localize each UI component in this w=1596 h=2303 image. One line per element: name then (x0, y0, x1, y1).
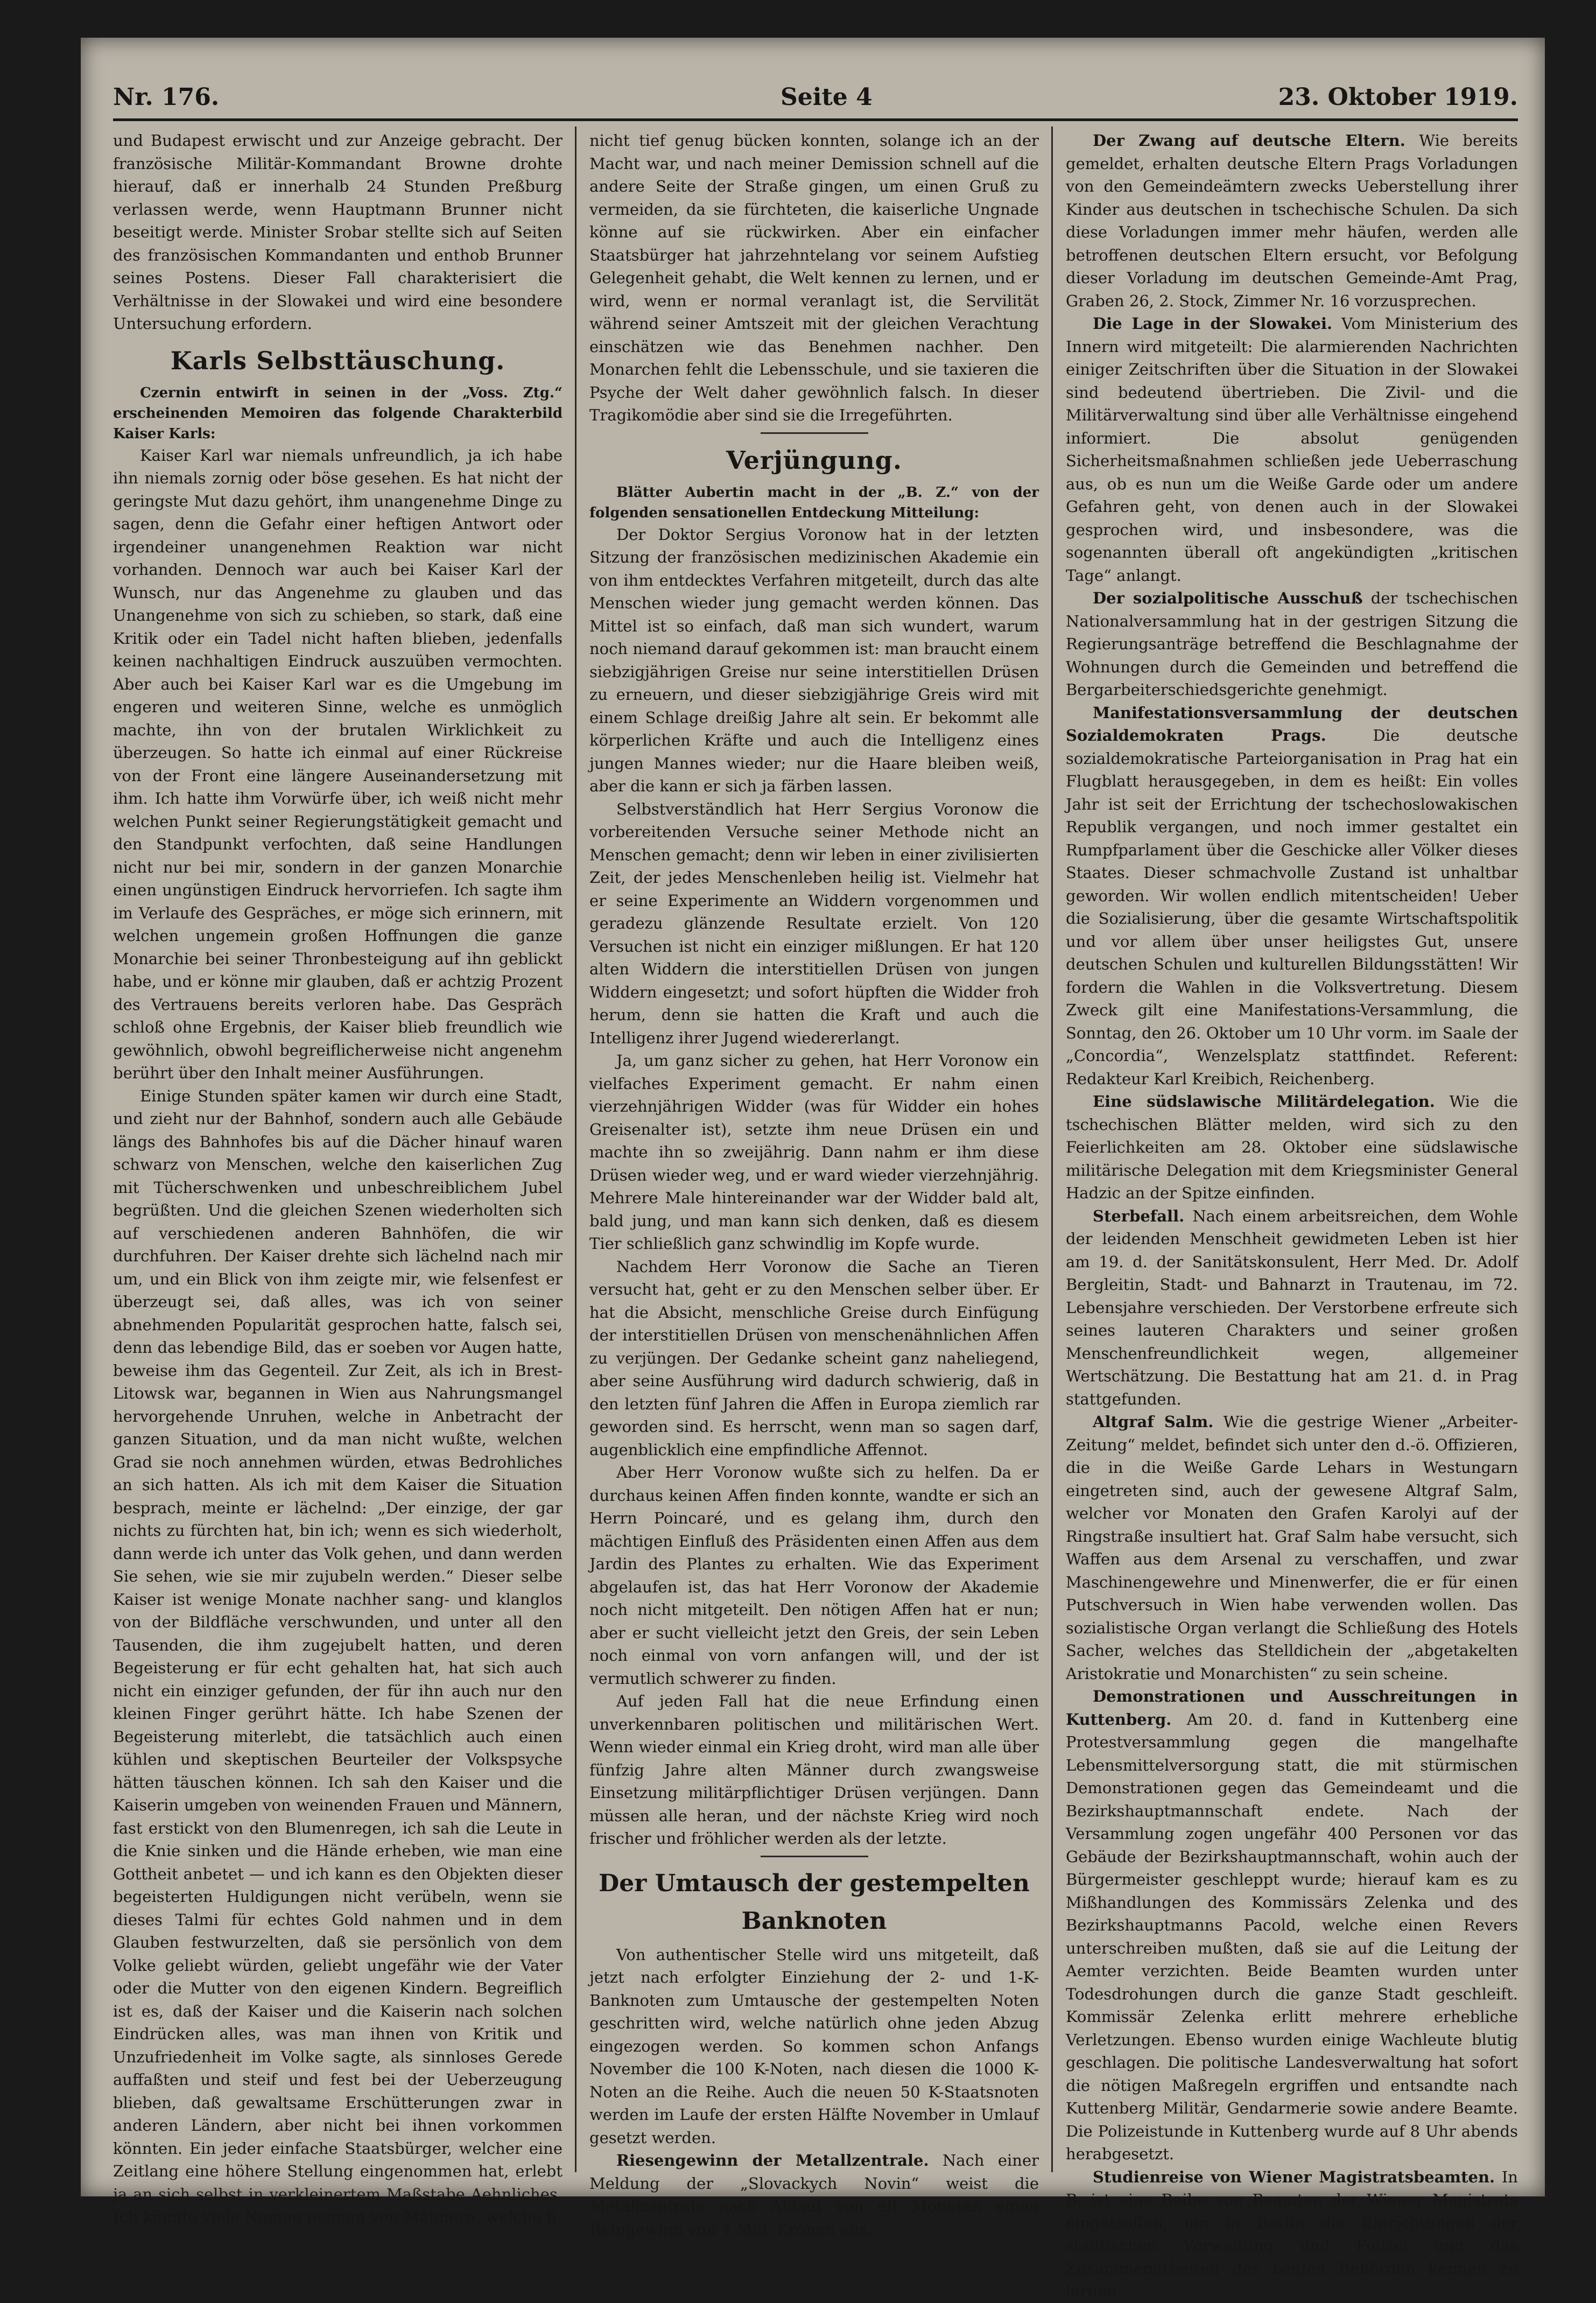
section-rule (761, 1856, 868, 1857)
article-paragraph: Von authentischer Stelle wird uns mitgeteilt, daß jetzt nach erfolgter Einziehung der 2- und 1-K-Banknoten zum Umtausche der gestempelten Noten geschritten wird, welche natürlich ohne jeden Abzug eingezogen werden. So kommen schon Anfangs November die 100 K-Noten, nach diesen die 1000 K-Noten an die Reihe. Auch die neuen 50 K-Staatsnoten werden im Laufe der ersten Hälfte November in Umlauf gesetzt werden. (589, 1945, 1039, 2147)
column-1 (113, 129, 563, 2226)
news-item-text: In B. ist eine Reihe von Beamten der Wiener Magistrats eingetroffen, um in Berlin die Einrichtungen der städtischen Verwaltung und Polizei und das Zusammenarbeiten der beiden Behörden kennen zu lernen. (1066, 2167, 1518, 2300)
article-paragraph: Einige Stunden später kamen wir durch eine Stadt, und zieht nur der Bahnhof, sondern auch alle Gebäude längs des Bahnhofes bis auf die Dächer hinauf waren schwarz von Menschen, welche den kaiserlichen Zug mit Tücherschwenken und unbeschreiblichem Jubel begrüßten. Und die gleichen Szenen wiederholten sich auf verschiedenen anderen Bahnhöfen, die wir durchfuhren. Der Kaiser drehte sich lächelnd nach mir um, und ein Blick von ihm zeigte mir, wie felsenfest er überzeugt sei, daß alles, was ich von seiner abnehmenden Popularität gesprochen hatte, falsch sei, denn das lebendige Bild, das er soeben vor Augen hatte, beweise ihm das Gegenteil. Zur Zeit, als ich in Brest-Litowsk war, begannen in Wien aus Nahrungsmangel hervorgehende Unruhen, welche in Anbetracht der ganzen Situation, und da man nicht wußte, welchen Grad sie noch annehmen würden, etwas Bedrohliches an sich hatten. Als ich mit dem Kaiser die Situation besprach, meinte er lächelnd: „Der einzige, der gar nichts zu fürchten hat, bin ich; wenn es sich wiederholt, dann werde ich unter das Volk gehen, und dann werden Sie sehen, wie sie mir zujubeln werden.“ Dieser selbe Kaiser ist wenige Monate nachher sang- und klanglos von der Bildfläche verschwunden, und unter all den Tausenden, die ihm zugejubelt hatten, und deren Begeisterung er für echt gehalten hat, hat sich auch nicht ein einziger gefunden, der für ihn auch nur den kleinen Finger gerührt hätte. Ich habe Szenen der Begeisterung miterlebt, die tatsächlich auch einen kühlen und skeptischen Beurteiler der Volkspsyche hätten täuschen können. Ich sah den Kaiser und die Kaiserin umgeben von weinenden Frauen und Männern, fast erstickt von den Blumenregen, ich sah die Leute in die Knie sinken und die Hände erheben, wie man eine Gottheit anbetet — und ich kann es den Objekten dieser begeisterten Huldigungen nicht verübeln, wenn sie dieses Talmi für echtes Gold nahmen und in dem Glauben festwurzelten, daß sie persönlich von dem Volke geliebt würden, geliebt ungefähr wie der Vater oder die Mutter von den eigenen Kindern. Begreiflich ist es, daß der Kaiser und die Kaiserin nach solchen Eindrücken alles, was man ihnen von Kritik und Unzufriedenheit im Volke sagte, als sinnloses Gerede auffaßten und steif und fest bei der Ueberzeugung blieben, daß gewaltsame Erschütterungen zwar in anderen Ländern, aber nicht bei ihnen vorkommen könnten. Ein jeder einfache Staatsbürger, welcher eine Zeitlang eine höhere Stellung eingenommen hat, erlebt ja an sich selbst in verkleinertem Maßstabe Aehnliches. Ich könnte viele Namen nennen von Männern, welche fi (113, 1086, 563, 2226)
article-intro: Blätter Aubertin macht in der „B. Z.“ von der folgenden sensationellen Entdeckung Mitteilung: (589, 484, 1039, 521)
article-paragraph: Aber Herr Voronow wußte sich zu helfen. Da er durchaus keinen Affen finden konnte, wandte er sich an Herrn Poincaré, und es gelang ihm, durch den mächtigen Einfluß des Präsidenten einen Affen aus dem Jardin des Plantes zu erhalten. Wie das Experiment abgelaufen ist, das hat Herr Voronow der Akademie noch nicht mitgeteilt. Den nötigen Affen hat er nun; aber er sucht vielleicht jetzt den Greis, der sein Leben noch einmal von vorn anfangen will, und der ist vermutlich schwerer zu finden. (589, 1463, 1039, 1688)
article-paragraph: Der Doktor Sergius Voronow hat in der letzten Sitzung der französischen medizinischen Akademie ein von ihm entdecktes Verfahren mitgeteilt, durch das alte Menschen wieder jung gemacht werden können. Das Mittel ist so einfach, daß man sich wundert, warum noch niemand darauf gekommen ist: man braucht einem siebzigjährigen Greise nur seine interstitiellen Drüsen zu erneuern, und dieser siebzigjährige Greis wird mit einem Schlage dreißig Jahre alt sein. Er bekommt alle körperlichen Kräfte und auch die Intelligenz eines jungen Mannes wieder; nur die Haare bleiben weiß, aber die kann er sich ja färben lassen. (589, 525, 1039, 795)
column-3 (1066, 129, 1518, 2300)
news-item (1066, 587, 1518, 701)
news-item (589, 2149, 1039, 2241)
column-2 (589, 129, 1039, 2238)
news-item-text: Die deutsche sozialdemokratische Parteiorganisation in Prag hat ein Flugblatt herausgegeben, in dem es heißt: Ein volles Jahr ist seit der Errichtung der tschechoslowakischen Republik vergangen, und noch immer gestaltet ein Rumpfparlament über die Geschicke aller Völker dieses Staates. Dieser schmachvolle Zustand ist unhaltbar geworden. Wir wollen endlich mitentscheiden! Ueber die Sozialisierung, über die gesamte Wirtschaftspolitik und vor allem über unser heiligstes Gut, unsere deutschen Schulen und kulturellen Bildungsstätten! Wir fordern die Wahlen in die Volksvertretung. Diesem Zweck gilt eine Manifestations-Versammlung, die Sonntag, den 26. Oktober um 10 Uhr vorm. im Saale der „Concordia“, Wenzelsplatz stattfindet. Referent: Redakteur Karl Kreibich, Reichenberg. (1066, 726, 1518, 1088)
article-intro: Czernin entwirft in seinen in der „Voss. Ztg.“ erscheinenden Memoiren das folgende Charakterbild Kaiser Karls: (113, 384, 563, 442)
news-item (1066, 129, 1518, 312)
header-rule (113, 118, 1518, 121)
news-item-title: Die Lage in der Slowakei. (1093, 314, 1333, 333)
article-paragraph: Nachdem Herr Voronow die Sache an Tieren versucht hat, geht er zu den Menschen selber über. Er hat die Absicht, menschliche Greise durch Einfügung der interstitiellen Drüsen von menschenähnlichen Affen zu verjüngen. Der Gedanke scheint ganz naheliegend, aber seine Ausführung wird dadurch schwierig, daß in den letzten fünf Jahren die Affen in Europa ziemlich rar geworden sind. Es herrscht, wenn man so sagen darf, augenblicklich eine empfindliche Affennot. (589, 1257, 1039, 1459)
article-continuation: nicht tief genug bücken konnten, solange ich an der Macht war, und nach meiner Demission schnell auf die andere Seite der Straße gingen, um einen Gruß zu vermeiden, da sie fürchteten, die kaiserliche Ungnade könne auf sie rückwirken. Aber ein einfacher Staatsbürger hat jahrzehntelang vor seinem Aufstieg Gelegenheit gehabt, die Welt kennen zu lernen, und er wird, wenn er normal veranlagt ist, die Servilität während seiner Amtszeit mit der gleichen Verachtung einschätzen wie das Benehmen nachher. Den Monarchen fehlt die Lebensschule, und sie taxieren die Psyche der Welt daher gewöhnlich falsch. In dieser Tragikomödie aber sind sie die Irregeführten. (589, 131, 1039, 424)
article-paragraph: Ja, um ganz sicher zu gehen, hat Herr Voronow ein vielfaches Experiment gemacht. Er nahm einen vierzehnjährigen Widder (was für Widder ein hohes Greisenalter ist), setzte ihm neue Drüsen ein und machte ihn so zweijährig. Dann nahm er ihm diese Drüsen wieder weg, und er ward wieder vierzehnjährig. Mehrere Male hintereinander war der Widder bald alt, bald jung, und man kann sich denken, daß es diesem Tier schließlich ganz schwindlig im Kopfe wurde. (589, 1051, 1039, 1253)
news-item-title: Sterbefall. (1093, 1206, 1185, 1225)
news-item (1066, 1205, 1518, 1411)
issue-date: 23. Oktober 1919. (1278, 83, 1518, 111)
issue-number: Nr. 176. (113, 83, 220, 111)
newspaper-page (81, 38, 1545, 2300)
news-item-text: der tschechischen Nationalversammlung hat in der gestrigen Sitzung die Regierungsanträge betreffend die Beschlagnahme der Wohnungen durch die Gemeinden und betreffend die Bergarbeiterschiedsgerichte genehmigt. (1066, 589, 1518, 699)
news-item-text: Am 20. d. fand in Kuttenberg eine Protestversammlung gegen die mangelhafte Lebensmittelversorgung statt, die mit stürmischen Demonstrationen gegen das Gemeindeamt und die Bezirkshauptmannschaft endete. Nach der Versammlung zogen ungefähr 400 Personen vor das Gebäude der Bezirkshauptmannschaft, wohin auch der Bürgermeister geschleppt wurde; hierauf kam es zu Mißhandlungen des Kommissärs Zelenka und des Bezirkshauptmanns Pacold, welche einen Revers unterschreiben mußten, daß sie auf die Leitung der Aemter verzichten. Beide Beamten wurden unter Todesdrohungen durch die ganze Stadt geschleift. Kommissär Zelenka erlitt mehrere erhebliche Verletzungen. Ebenso wurden einige Wachleute blutig geschlagen. Die politische Landesverwaltung hat sofort die nötigen Maßregeln ergriffen und entsandte nach Kuttenberg Militär, Gendarmerie sowie andere Beamte. Die Polizeistunde in Kuttenberg wurde auf 8 Uhr abends herabgesetzt. (1066, 1710, 1518, 2163)
news-item (1066, 701, 1518, 1091)
news-item (1066, 312, 1518, 587)
page-header (113, 83, 1518, 121)
news-item (1066, 1090, 1518, 1205)
section-rule (761, 432, 868, 434)
article-paragraph: Auf jeden Fall hat die neue Erfindung einen unverkennbaren politischen und militärischen Wert. Wenn wieder einmal ein Krieg droht, wird man alle über fünfzig Jahre alten Männer durch zwangsweise Einsetzung militärpflichtiger Drüsen verjüngen. Dann müssen alle heran, und der nächste Krieg wird noch frischer und fröhlicher werden als der letzte. (589, 1692, 1039, 1848)
article-continuation: und Budapest erwischt und zur Anzeige gebracht. Der französische Militär-Kommandant Browne drohte hierauf, daß er innerhalb 24 Stunden Preßburg verlassen werde, wenn Hauptmann Brunner nicht beseitigt werde. Minister Srobar stellte sich auf Seiten des französischen Kommandanten und enthob Brunner seines Postens. Dieser Fall charakterisiert die Verhältnisse in der Slowakei und wird eine besondere Untersuchung erfordern. (113, 131, 563, 333)
news-item-text: Wie die gestrige Wiener „Arbeiter-Zeitung“ meldet, befindet sich unter den d.-ö. Offizieren, die in die Weiße Garde Lehars in Westungarn eingetreten sind, auch der gewesene Altgraf Salm, welcher vor Monaten den Grafen Karolyi auf der Ringstraße insultiert hat. Graf Salm habe versucht, sich Waffen aus dem Arsenal zu verschaffen, und zwar Maschinengewehre und Minenwerfer, die er für einen Putschversuch in Wien habe verwenden wollen. Das sozialistische Organ verlangt die Schließung des Hotels Sacher, welches das Stelldichein der „abgetakelten Aristokratie und Monarchisten“ zu sein scheine. (1066, 1413, 1518, 1683)
article-heading-karls: Karls Selbsttäuschung. (170, 346, 505, 375)
news-item (1066, 1685, 1518, 2166)
column-divider-1 (575, 127, 576, 2172)
news-item-text: Nach einer Meldung der „Slovackych Novin“ weist die Metallzentrale nach Ablauf von elf Monaten einen Reingewinn von 4 Mill. Kronen aus. (589, 2151, 1039, 2238)
article-heading-verjuengung: Verjüngung. (726, 445, 902, 475)
column-divider-2 (1051, 127, 1053, 2172)
news-item-title: Demonstrationen und Ausschreitungen in Kuttenberg. (1066, 1687, 1518, 1729)
article-heading-banknoten: Der Umtausch der gestempelten Banknoten (599, 1869, 1030, 1935)
news-item-title: Eine südslawische Militärdelegation. (1093, 1092, 1435, 1111)
news-item-text: Wie die tschechischen Blätter melden, wird sich zu den Feierlichkeiten am 28. Oktober eine südslawische militärische Delegation mit dem Kriegsminister General Hadzic an der Spitze einfinden. (1066, 1092, 1518, 1202)
news-item-title: Studienreise von Wiener Magistratsbeamten. (1093, 2167, 1495, 2186)
news-item-title: Manifestationsversammlung der deutschen Sozialdemokraten Prags. (1066, 703, 1518, 745)
news-item-text: Nach einem arbeitsreichen, dem Wohle der leidenden Menschheit gewidmeten Leben ist hier am 19. d. der Sanitätskonsulent, Herr Med. Dr. Adolf Bergleitin, Stadt- und Bahnarzt in Trautenau, im 72. Lebensjahre verschieden. Der Verstorbene erfreute sich seines lauteren Charakters und seiner großen Menschenfreundlichkeit wegen, allgemeiner Wertschätzung. Die Bestattung hat am 21. d. in Prag stattgefunden. (1066, 1206, 1518, 1408)
article-paragraph: Selbstverständlich hat Herr Sergius Voronow die vorbereitenden Versuche seiner Methode nicht an Menschen gemacht; denn wir leben in einer zivilisierten Zeit, der jedes Menschenleben heilig ist. Vielmehr hat er seine Experimente an Widdern vorgenommen und geradezu glänzende Resultate erzielt. Von 120 Versuchen ist nicht ein einziger mißlungen. Er hat 120 alten Widdern die interstitiellen Drüsen von jungen Widdern eingesetzt; und sofort hüpften die Widder froh herum, denn sie hatten die Kraft und auch die Intelligenz ihrer Jugend wiedererlangt. (589, 799, 1039, 1047)
news-item (1066, 1410, 1518, 1685)
news-item (1066, 2166, 1518, 2303)
news-item-text: Wie bereits gemeldet, erhalten deutsche Eltern Prags Vorladungen von den Gemeindeämtern zwecks Ueberstellung ihrer Kinder aus deutschen in tschechische Schulen. Da sich diese Vorladungen immer mehr häufen, werden alle betroffenen deutschen Eltern ersucht, vor Befolgung dieser Vorladung im deutschen Gemeinde-Amt Prag, Graben 26, 2. Stock, Zimmer Nr. 16 vorzusprechen. (1066, 131, 1518, 310)
article-paragraph: Kaiser Karl war niemals unfreundlich, ja ich habe ihn niemals zornig oder böse gesehen. Es hat nicht der geringste Mut dazu gehört, ihm unangenehme Dinge zu sagen, denn die Gefahr einer heftigen Antwort oder irgendeiner unangenehmen Reaktion war nicht vorhanden. Dennoch war auch bei Kaiser Karl der Wunsch, nur das Angenehme zu glauben und das Unangenehme von sich zu schieben, so stark, daß eine Kritik oder ein Tadel nicht haften blieben, jedenfalls keinen nachhaltigen Eindruck auszuüben vermochten. Aber auch bei Kaiser Karl war es die Umgebung im engeren und weiteren Sinne, welche es unmöglich machte, ihn von der brutalen Wirklichkeit zu überzeugen. So hatte ich einmal auf einer Rückreise von der Front eine längere Auseinandersetzung mit ihm. Ich hatte ihm Vorwürfe über, ich weiß nicht mehr welchen Punkt seiner Regierungstätigkeit gemacht und den Standpunkt verfochten, daß seine Handlungen nicht nur bei mir, sondern in der ganzen Monarchie einen ungünstigen Eindruck hervorriefen. Ich sagte ihm im Verlaufe des Gespräches, er möge sich erinnern, mit welchen ungemein großen Hoffnungen die ganze Monarchie bei seiner Thronbesteigung auf ihn geblickt habe, und er könne mir glauben, daß er achtzig Prozent des Vertrauens bereits verloren habe. Das Gespräch schloß ohne Ergebnis, der Kaiser blieb freundlich wie gewöhnlich, obwohl begreiflicherweise nicht angenehm berührt über den Inhalt meiner Ausführungen. (113, 446, 563, 1082)
news-item-text: Vom Ministerium des Innern wird mitgeteilt: Die alarmierenden Nachrichten einiger Zeitschriften über die Situation in der Slowakei sind bedeutend übertrieben. Die Zivil- und die Militärverwaltung sind über alle Verhältnisse eingehend informiert. Die absolut genügenden Sicherheitsmaßnahmen schließen jede Ueberraschung aus, ob es nun um die Weiße Garde oder um andere Gefahren geht, von denen auch in der Slowakei gesprochen wird, und insbesondere, was die sogenannten überall oft angekündigten „kritischen Tage“ anlangt. (1066, 314, 1518, 585)
news-item-title: Altgraf Salm. (1093, 1413, 1214, 1431)
news-item-title: Der sozialpolitische Ausschuß (1093, 589, 1363, 607)
page-number: Seite 4 (781, 83, 873, 111)
news-item-title: Riesengewinn der Metallzentrale. (616, 2151, 929, 2169)
news-item-title: Der Zwang auf deutsche Eltern. (1093, 131, 1405, 150)
